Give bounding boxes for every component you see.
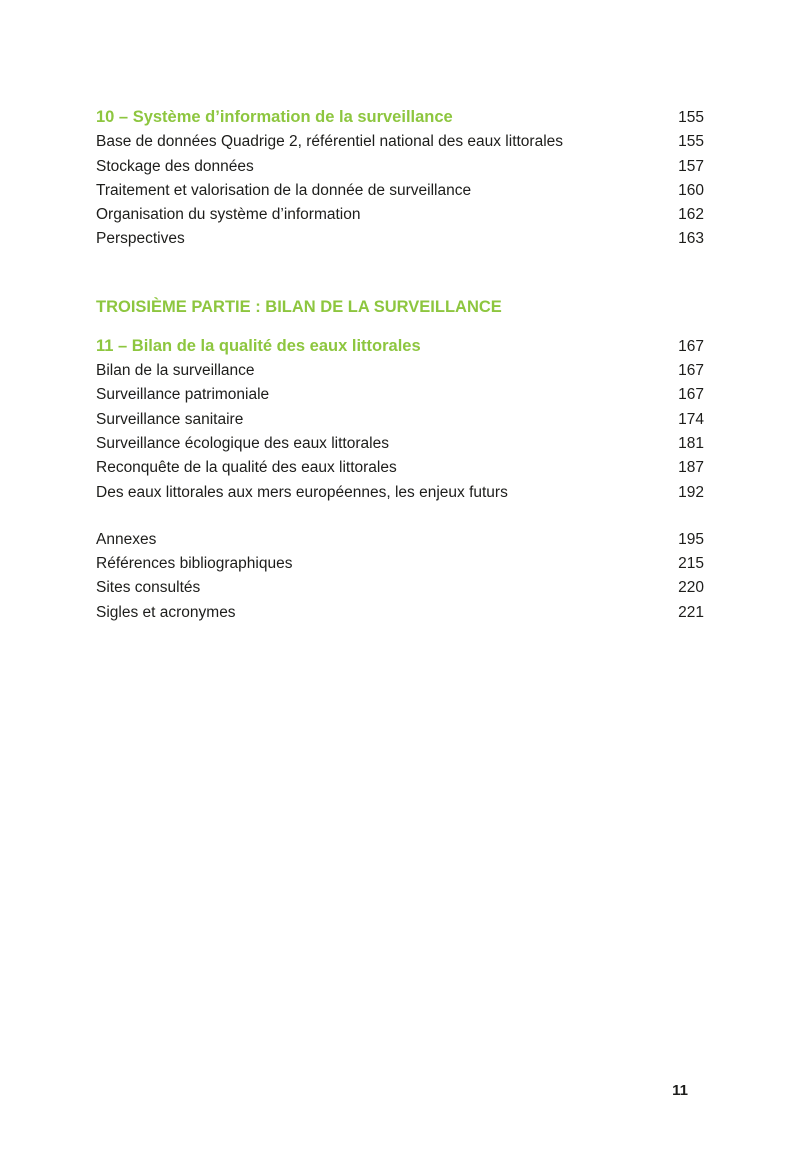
toc-entry-page-number: 162 [678, 206, 704, 224]
toc-entry [96, 481, 704, 505]
toc-entry [96, 408, 704, 432]
toc-entry-label: Des eaux littorales aux mers européennes, les enjeux futurs [96, 483, 508, 501]
toc-entry-page-number: 167 [678, 386, 704, 404]
chapter-10-page-number: 155 [678, 109, 704, 126]
toc-content [96, 105, 704, 625]
toc-entry [96, 552, 704, 576]
toc-entry-page-number: 181 [678, 434, 704, 452]
toc-entry [96, 155, 704, 179]
toc-entry-label: Bilan de la surveillance [96, 362, 255, 380]
toc-entry-label: Stockage des données [96, 157, 254, 175]
toc-entry-page-number: 174 [678, 410, 704, 428]
toc-entry-page-number: 163 [678, 230, 704, 248]
toc-entry [96, 528, 704, 552]
toc-entry-label: Sigles et acronymes [96, 603, 236, 621]
toc-entry-page-number: 221 [678, 603, 704, 621]
toc-entry-label: Surveillance patrimoniale [96, 386, 270, 404]
toc-entry-label: Base de données Quadrige 2, référentiel national des eaux littorales [96, 133, 564, 151]
toc-entry [96, 576, 704, 600]
toc-entry-label: Sites consultés [96, 579, 201, 597]
part-3-title: TROISIÈME PARTIE : BILAN DE LA SURVEILLANCE [96, 297, 502, 316]
toc-entry [96, 383, 704, 407]
toc-entry [96, 359, 704, 383]
toc-entry-label: Organisation du système d’information [96, 206, 361, 224]
page-number: 11 [672, 1082, 688, 1099]
toc-entry [96, 432, 704, 456]
toc-entry-label: Surveillance sanitaire [96, 410, 244, 428]
toc-entry [96, 179, 704, 203]
toc-entry-page-number: 167 [678, 362, 704, 380]
toc-entry-page-number: 187 [678, 459, 704, 477]
toc-entry [96, 203, 704, 227]
chapter-11-title: 11 – Bilan de la qualité des eaux littorales [96, 336, 421, 355]
chapter-11-heading [96, 334, 704, 359]
toc-entry [96, 601, 704, 625]
toc-entry-label: Références bibliographiques [96, 555, 293, 573]
toc-entry-label: Perspectives [96, 230, 185, 248]
toc-entry-page-number: 155 [678, 133, 704, 151]
toc-entry [96, 456, 704, 480]
chapter-11-page-number: 167 [678, 337, 704, 355]
toc-entry [96, 130, 704, 154]
toc-entry-page-number: 157 [678, 157, 704, 175]
chapter-10-title: 10 – Système d’information de la surveillance [96, 108, 453, 126]
toc-entry-page-number: 195 [678, 530, 704, 548]
toc-entry-label: Reconquête de la qualité des eaux littorales [96, 459, 397, 477]
toc-entry-page-number: 220 [678, 579, 704, 597]
toc-entry [96, 227, 704, 251]
toc-entry-page-number: 192 [678, 483, 704, 501]
chapter-10-heading [96, 105, 704, 130]
toc-entry-page-number: 160 [678, 181, 704, 199]
toc-entry-label: Surveillance écologique des eaux littorales [96, 434, 389, 452]
toc-entry-label: Annexes [96, 530, 157, 548]
toc-entry-label: Traitement et valorisation de la donnée de surveillance [96, 181, 472, 199]
toc-entry-page-number: 215 [678, 555, 704, 573]
